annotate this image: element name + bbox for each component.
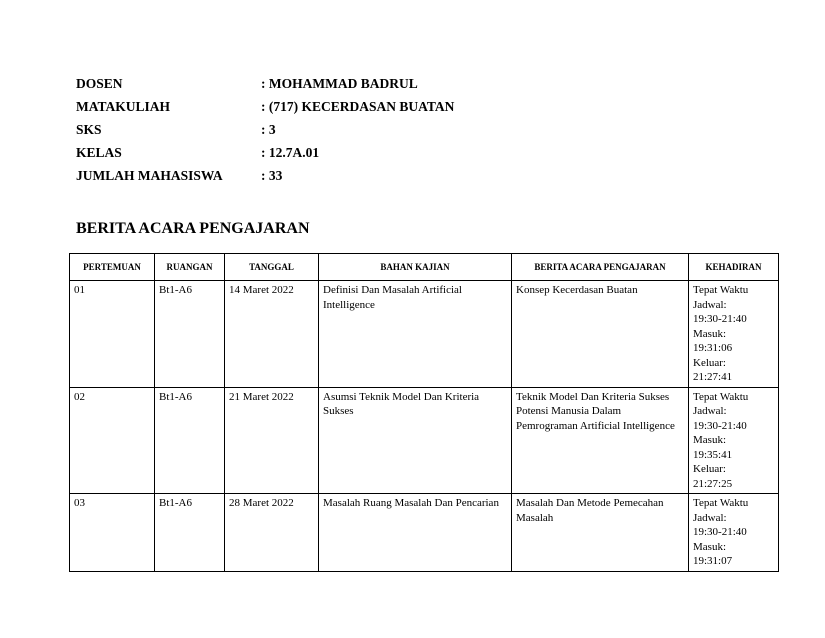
cell-pertemuan: 01 [70, 281, 155, 388]
info-label: KELAS [76, 145, 122, 160]
kehadiran-keluar-label: Keluar: [693, 463, 726, 475]
cell-kehadiran [689, 494, 779, 572]
cell-bahan-kajian: Masalah Ruang Masalah Dan Pencarian [319, 494, 512, 572]
header-bahan-kajian: BAHAN KAJIAN [319, 254, 512, 281]
kehadiran-status: Tepat Waktu [693, 497, 749, 509]
kehadiran-masuk-label: Masuk: [693, 434, 726, 446]
info-value: : MOHAMMAD BADRUL [261, 76, 418, 91]
kehadiran-masuk-label: Masuk: [693, 327, 726, 340]
table-row [70, 494, 779, 572]
table-row [70, 281, 779, 388]
table-header-row [70, 254, 779, 281]
info-value: : 3 [261, 122, 276, 137]
kehadiran-jadwal-label: Jadwal: [693, 405, 727, 417]
cell-ruangan: Bt1-A6 [155, 387, 225, 494]
kehadiran-jadwal-value: 19:30-21:40 [693, 419, 747, 432]
header-tanggal: TANGGAL [225, 254, 319, 281]
cell-pertemuan: 02 [70, 387, 155, 494]
kehadiran-masuk-value: 19:31:06 [693, 342, 733, 354]
teaching-record-table [69, 253, 779, 572]
cell-ruangan: Bt1-A6 [155, 494, 225, 572]
table-row [70, 387, 779, 494]
cell-berita-acara: Teknik Model Dan Kriteria Sukses Potensi Manusia Dalam Pemrograman Artificial Intelligence [512, 387, 689, 494]
header-pertemuan: PERTEMUAN [70, 254, 155, 281]
cell-kehadiran [689, 281, 779, 388]
kehadiran-masuk-value: 19:35:41 [693, 448, 733, 461]
info-value: : 12.7A.01 [261, 145, 320, 160]
kehadiran-jadwal-label: Jadwal: [693, 298, 727, 311]
section-title: BERITA ACARA PENGAJARAN [76, 220, 310, 237]
header-berita-acara: BERITA ACARA PENGAJARAN [512, 254, 689, 281]
info-label: MATAKULIAH [76, 99, 170, 114]
cell-tanggal: 28 Maret 2022 [225, 494, 319, 572]
header-ruangan: RUANGAN [155, 254, 225, 281]
cell-bahan-kajian: Definisi Dan Masalah Artificial Intelligence [319, 281, 512, 388]
kehadiran-jadwal-label: Jadwal: [693, 511, 727, 524]
info-label: JUMLAH MAHASISWA [76, 168, 223, 183]
info-label: DOSEN [76, 76, 123, 91]
cell-kehadiran [689, 387, 779, 494]
info-value: : 33 [261, 168, 283, 183]
header-kehadiran: KEHADIRAN [689, 254, 779, 281]
kehadiran-keluar-label: Keluar: [693, 356, 726, 369]
cell-berita-acara: Masalah Dan Metode Pemecahan Masalah [512, 494, 689, 572]
kehadiran-masuk-value: 19:31:07 [693, 555, 733, 567]
kehadiran-jadwal-value: 19:30-21:40 [693, 526, 747, 538]
cell-ruangan: Bt1-A6 [155, 281, 225, 388]
kehadiran-keluar-value: 21:27:25 [693, 477, 733, 490]
cell-berita-acara: Konsep Kecerdasan Buatan [512, 281, 689, 388]
kehadiran-jadwal-value: 19:30-21:40 [693, 313, 747, 325]
kehadiran-status: Tepat Waktu [693, 390, 749, 403]
kehadiran-status: Tepat Waktu [693, 284, 749, 296]
cell-pertemuan: 03 [70, 494, 155, 572]
kehadiran-keluar-value: 21:27:41 [693, 371, 733, 383]
info-label: SKS [76, 122, 102, 137]
cell-tanggal: 21 Maret 2022 [225, 387, 319, 494]
cell-tanggal: 14 Maret 2022 [225, 281, 319, 388]
cell-bahan-kajian: Asumsi Teknik Model Dan Kriteria Sukses [319, 387, 512, 494]
kehadiran-masuk-label: Masuk: [693, 540, 726, 553]
info-value: : (717) KECERDASAN BUATAN [261, 99, 455, 114]
